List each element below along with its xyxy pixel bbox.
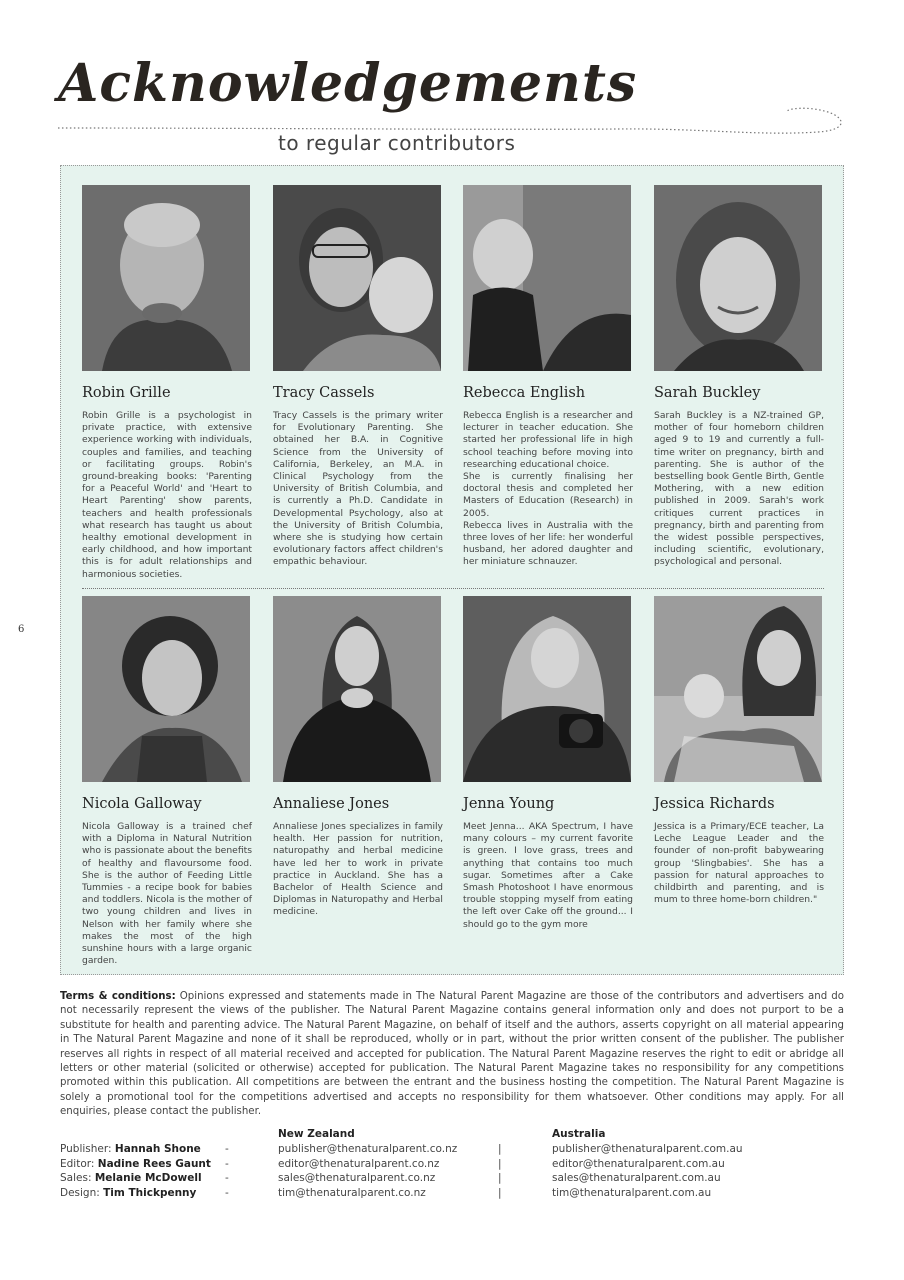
au-heading: Australia (552, 1128, 606, 1140)
contributor-bio (273, 821, 443, 919)
bio-text: Annaliese Jones specializes in family health. Her passion for nutrition, naturopathy and herbal medicine have led her to work in private practice in Auckland. She has a Bachelor of Health Science and Diplomas in Naturopathy and Herbal medicine. (273, 821, 443, 918)
portrait-photo (463, 596, 631, 782)
bio-text: Rebecca English is a researcher and lecturer in teacher education. She started her professional life in high school teaching before moving into researching educational choice. (463, 410, 633, 470)
page-number: 6 (18, 624, 25, 635)
contributor-bio (273, 410, 443, 569)
portrait-robin-grille (82, 185, 250, 371)
contact-role-person (60, 1142, 201, 1157)
contributor-name: Robin Grille (82, 385, 171, 401)
contact-role-person (60, 1171, 202, 1186)
bio-text: Rebecca lives in Australia with the three loves of her life: her wonderful husband, her adored daughter and her miniature schnauzer. (463, 519, 633, 568)
contact-person: Nadine Rees Gaunt (97, 1157, 211, 1170)
contact-separator: | (498, 1143, 502, 1155)
contributor-card (654, 596, 824, 906)
contact-dash: - (225, 1143, 229, 1155)
contributor-bio (463, 410, 633, 569)
contact-separator: | (498, 1186, 502, 1199)
contact-role: Publisher: (60, 1143, 112, 1155)
nz-email-link[interactable]: editor@thenaturalparent.co.nz (278, 1157, 440, 1170)
contact-role: Design: (60, 1186, 100, 1199)
portrait-sarah-buckley (654, 185, 822, 371)
contributor-bio (82, 410, 252, 581)
contributor-bio (463, 821, 633, 931)
page-subtitle: to regular contributors (278, 131, 516, 155)
portrait-photo (273, 596, 441, 782)
portrait-photo (82, 185, 250, 371)
contributor-card (463, 185, 633, 569)
contact-person: Tim Thickpenny (103, 1186, 197, 1199)
bio-text: Meet Jenna... AKA Spectrum, I have many colours – my current favorite is green. I love grass, trees and anything that contains too much sugar. Sometimes after a Cake Smash Photoshoot I have enormous trouble stopping myself from eating the left over Cake off the ground... I should go to the gym more (463, 821, 633, 930)
contributor-card (82, 596, 252, 967)
contact-role: Sales: (60, 1172, 92, 1184)
portrait-jenna-young (463, 596, 631, 782)
contact-separator: | (498, 1172, 502, 1184)
portrait-photo (273, 185, 441, 371)
contributor-name: Nicola Galloway (82, 796, 202, 812)
contact-row (60, 1142, 844, 1157)
contributor-name: Annaliese Jones (273, 796, 390, 812)
portrait-rebecca-english (463, 185, 631, 371)
portrait-nicola-galloway (82, 596, 250, 782)
contributor-name: Rebecca English (463, 385, 586, 401)
contributor-card (273, 596, 443, 919)
portrait-photo (654, 185, 822, 371)
nz-heading: New Zealand (278, 1128, 355, 1140)
portrait-photo (654, 596, 822, 782)
bio-text: Sarah Buckley is a NZ-trained GP, mother of four homeborn children aged 9 to 19 and currently a full-time writer on pregnancy, birth and parenting. She is author of the bestselling book Gentle Birth, Gentle Mothering, with a new edition published in 2009. Sarah's work critiques current practices in pregnancy, birth and parenting from the widest possible perspectives, including scientific, evolutionary, psychological and personal. (654, 410, 824, 568)
contributor-bio (654, 410, 824, 569)
terms-label: Terms & conditions: (60, 991, 176, 1002)
contributor-name: Jessica Richards (654, 796, 775, 812)
contributor-card (654, 185, 824, 569)
contact-dash: - (225, 1172, 229, 1184)
portrait-tracy-cassels (273, 185, 441, 371)
contributor-card (82, 185, 252, 581)
bio-text: Nicola Galloway is a trained chef with a Diploma in Natural Nutrition who is passionate about the benefits of healthy and flavoursome food. She is the author of Feeding Little Tummies - a recipe book for babies and toddlers. Nicola is the mother of two young children and lives in Nelson with her family where she makes the most of the high sunshine hours with a large organic garden. (82, 821, 252, 967)
page-title: Acknowledgements (58, 53, 638, 114)
contact-dash: - (225, 1186, 229, 1199)
portrait-annaliese-jones (273, 596, 441, 782)
contact-row (60, 1171, 844, 1186)
contact-separator: | (498, 1157, 502, 1170)
contributor-card (463, 596, 633, 931)
bio-text: She is currently finalising her doctoral thesis and completed her Masters of Education (Research) in 2005. (463, 471, 633, 519)
bio-text: Robin Grille is a psychologist in private practice, with extensive experience working with individuals, couples and families, and teaching or facilitating groups. Robin's ground-breaking books: 'Parenting for a Peaceful World' and 'Heart to Heart Parenting' show parents, teachers and health professionals what research has taught us about healthy emotional development in early childhood, and how important this is for adult relationships and harmonious societies. (82, 410, 252, 580)
contact-role: Editor: (60, 1157, 95, 1170)
au-email-link[interactable]: publisher@thenaturalparent.com.au (552, 1143, 743, 1155)
nz-email-link[interactable]: tim@thenaturalparent.co.nz (278, 1186, 426, 1199)
contributor-card (273, 185, 443, 569)
portrait-photo (82, 596, 250, 782)
portrait-photo (463, 185, 631, 371)
nz-email-link[interactable]: publisher@thenaturalparent.co.nz (278, 1143, 458, 1155)
bio-text: Jessica is a Primary/ECE teacher, La Leche League Leader and the founder of non-profit babywearing group 'Slingbabies'. She has a passion for natural approaches to childbirth and parenting, and is mum to three home-born children." (654, 821, 824, 906)
contact-dash: - (225, 1157, 229, 1170)
au-email-link[interactable]: editor@thenaturalparent.com.au (552, 1157, 725, 1170)
contact-row (60, 1157, 844, 1172)
nz-email-link[interactable]: sales@thenaturalparent.co.nz (278, 1172, 436, 1184)
contributor-name: Sarah Buckley (654, 385, 761, 401)
row-divider (82, 588, 824, 589)
contact-row (60, 1186, 844, 1201)
terms-and-conditions (60, 990, 844, 1120)
contact-person: Hannah Shone (114, 1143, 201, 1155)
au-email-link[interactable]: tim@thenaturalparent.com.au (552, 1186, 712, 1199)
contact-role-person (60, 1186, 196, 1201)
contributor-bio (654, 821, 824, 906)
terms-text: Opinions expressed and statements made in The Natural Parent Magazine are those of the contributors and advertisers and do not necessarily represent the views of the publisher. The Natural Parent Magazine contains general information only and does not purport to be a substitute for health and parenting advice. The Natural Parent Magazine, on behalf of itself and the authors, asserts copyright on all material appearing in The Natural Parent Magazine and none of it shall be reproduced, wholly or in part, without the prior written consent of the publisher. The publisher reserves all rights in respect of all material received and accepted for publication. The Natural Parent Magazine reserves the right to edit or abridge all letters or other material (solicited or otherwise) accepted for publication. The Natural Parent Magazine takes no responsibility for any competitions promoted within this publication. All competitions are between the entrant and the business hosting the competition. The Natural Parent Magazine is solely a promotional tool for the competitions advertised and accepts no responsibility for them whatsoever. Other conditions may apply. For all enquiries, please contact the publisher. (60, 991, 844, 1118)
contact-person: Melanie McDowell (94, 1172, 202, 1184)
au-email-link[interactable]: sales@thenaturalparent.com.au (552, 1172, 721, 1184)
contributor-name: Tracy Cassels (273, 385, 375, 401)
contact-role-person (60, 1157, 211, 1172)
contributor-bio (82, 821, 252, 967)
portrait-jessica-richards (654, 596, 822, 782)
contributor-name: Jenna Young (463, 796, 555, 812)
bio-text: Tracy Cassels is the primary writer for Evolutionary Parenting. She obtained her B.A. in Cognitive Science from the University of California, Berkeley, an M.A. in Clinical Psychology from the University of British Columbia, and is currently a Ph.D. Candidate in Developmental Psychology, also at the University of British Columbia, where she is studying how certain evolutionary factors affect children's empathic behaviour. (273, 410, 443, 568)
